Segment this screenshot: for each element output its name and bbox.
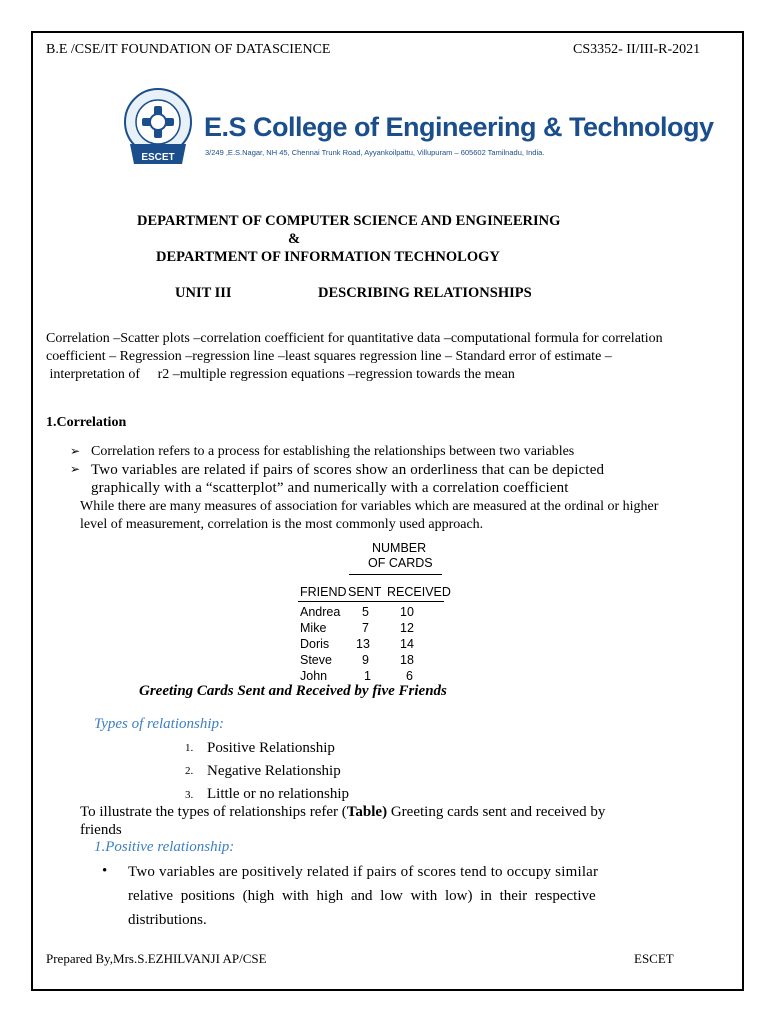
table-cell-received: 18 (400, 653, 414, 667)
footer-college: ESCET (634, 951, 674, 966)
header-code: CS3352- II/III-R-2021 (573, 42, 701, 57)
positive-line-1: Two variables are positively related if pairs of scores tend to occupy similar (128, 864, 599, 880)
college-name: E.S College of Engineering & Technology (204, 112, 714, 142)
header-course: B.E /CSE/IT FOUNDATION OF DATASCIENCE (46, 42, 331, 57)
table-group-header-1: NUMBER (372, 541, 427, 555)
table-cell-received: 10 (400, 605, 414, 619)
syllabus-line-2: coefficient – Regression –regression line –least squares regression line – Standard error of estimate – (46, 349, 612, 364)
department-cse: DEPARTMENT OF COMPUTER SCIENCE AND ENGINEERING (137, 213, 561, 229)
list-number: 3. (185, 789, 194, 801)
table-cell-friend: Mike (300, 621, 327, 635)
positive-heading: 1.Positive relationship: (94, 839, 235, 855)
table-header-rule (298, 601, 444, 602)
positive-line-2: relative positions (high with high and low with low) in their respective (128, 888, 596, 904)
table-caption: Greeting Cards Sent and Received by five Friends (139, 683, 447, 699)
bullet-related-line-2: graphically with a “scatterplot” and numerically with a correlation coefficient (91, 480, 569, 496)
table-cell-received: 14 (400, 637, 414, 651)
illustrate-paragraph-line-1: To illustrate the types of relationships refer (Table) Greeting cards sent and received by (80, 804, 606, 820)
unit-number: UNIT III (175, 285, 232, 301)
types-heading: Types of relationship: (94, 716, 224, 732)
seal-banner-text: ESCET (141, 152, 175, 163)
table-cell-friend: John (300, 669, 328, 683)
list-item: Little or no relationship (207, 786, 350, 802)
illustrate-paragraph-line-2: friends (80, 822, 122, 838)
table-cell-friend: Andrea (300, 605, 341, 619)
table-col-sent: SENT (348, 585, 382, 599)
table-group-header-2: OF CARDS (368, 556, 433, 570)
bullet-dot-icon: • (102, 863, 108, 879)
department-amp: & (288, 231, 301, 247)
table-cell-friend: Doris (300, 637, 330, 651)
list-number: 2. (185, 765, 194, 777)
table-cell-sent: 7 (362, 621, 369, 635)
section-heading-correlation: 1.Correlation (46, 415, 127, 430)
arrow-bullet-icon: ➢ (70, 444, 81, 458)
table-cell-sent: 5 (362, 605, 369, 619)
table-group-rule (349, 574, 442, 575)
measures-paragraph-line-2: level of measurement, correlation is the most commonly used approach. (80, 517, 484, 532)
arrow-bullet-icon: ➢ (70, 462, 81, 476)
college-address: 3/249 ,E.S.Nagar, NH 45, Chennai Trunk Road, Ayyankoilpattu, Villupuram – 605602 Tamilnadu, India. (205, 148, 545, 157)
table-col-friend: FRIEND (300, 585, 347, 599)
measures-paragraph-line-1: While there are many measures of association for variables which are measured at the ordinal or higher (80, 499, 659, 514)
syllabus-line-1: Correlation –Scatter plots –correlation coefficient for quantitative data –computational formula for correlation (46, 331, 663, 346)
bullet-correlation-definition: Correlation refers to a process for establishing the relationships between two variables (91, 444, 575, 459)
footer-author: Prepared By,Mrs.S.EZHILVANJI AP/CSE (46, 951, 267, 966)
unit-title: DESCRIBING RELATIONSHIPS (318, 285, 532, 301)
positive-line-3: distributions. (128, 912, 207, 928)
bullet-related-line-1: Two variables are related if pairs of scores show an orderliness that can be depicted (91, 462, 605, 478)
table-cell-received: 12 (400, 621, 414, 635)
syllabus-line-3: interpretation of r2 –multiple regression equations –regression towards the mean (46, 367, 515, 382)
department-it: DEPARTMENT OF INFORMATION TECHNOLOGY (156, 249, 500, 265)
table-cell-friend: Steve (300, 653, 332, 667)
table-cell-sent: 9 (362, 653, 369, 667)
list-number: 1. (185, 742, 194, 754)
table-col-received: RECEIVED (387, 585, 451, 599)
college-seal-logo (118, 84, 198, 174)
table-cell-sent: 13 (356, 637, 370, 651)
list-item: Positive Relationship (207, 740, 335, 756)
table-cell-sent: 1 (364, 669, 371, 683)
table-cell-received: 6 (406, 669, 413, 683)
list-item: Negative Relationship (207, 763, 341, 779)
